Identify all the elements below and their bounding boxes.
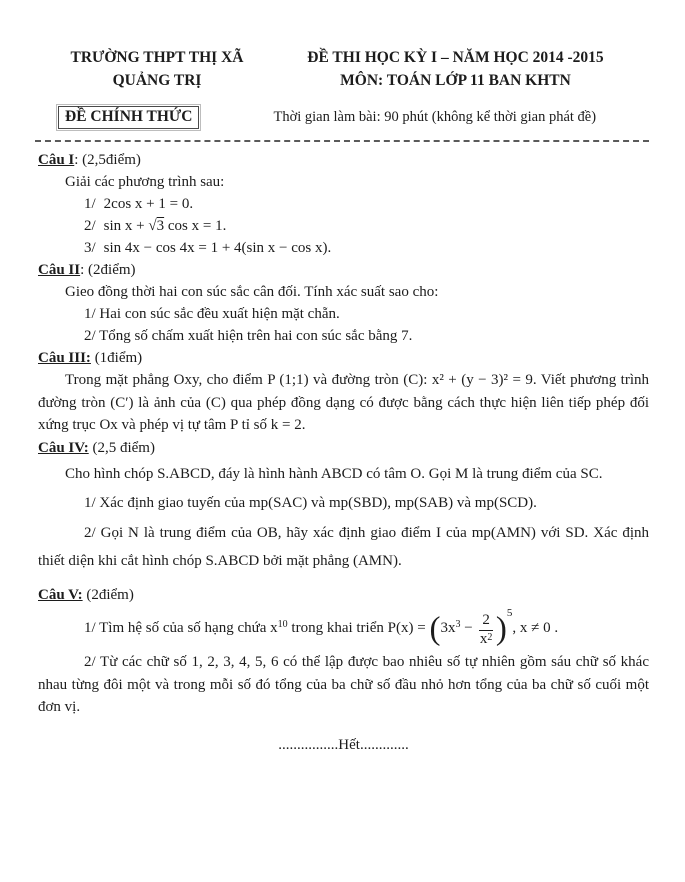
q1-item-2-expression-pre: sin x + √ [103,218,157,234]
question-1-title: Câu I [38,152,75,168]
q5-minus-sign: − [460,619,477,636]
question-3 [38,347,649,437]
question-4-intro: Cho hình chóp S.ABCD, đáy là hình hành ABCD có tâm O. Gọi M là trung điểm của SC. [65,465,603,482]
q1-item-1-expression: 2cos x + 1 = 0. [103,196,194,212]
q5-fraction-den-base: x [479,630,488,647]
school-name-line2: QUẢNG TRỊ [112,72,202,89]
official-stamp-box [58,106,199,129]
question-4-heading [38,437,649,459]
q5-term: 3x [440,619,456,636]
q1-item-3 [38,237,649,259]
question-2-heading [38,259,649,281]
question-2-points: : (2điểm) [80,262,136,278]
question-5-points: (2điểm) [82,586,134,603]
q1-item-2-number: 2/ [84,218,96,234]
question-3-points: (1điểm) [90,350,143,366]
question-1-heading [38,149,649,171]
question-1 [38,149,649,259]
q5-item-2: 2/ Từ các chữ số 1, 2, 3, 4, 5, 6 có thể lập được bao nhiêu số tự nhiên gồm sáu chữ số khác nhau từng đôi một và trong mỗi số đó tổng của ba chữ số đầu nhỏ hơn tổng của ba chữ số cuối một đơn vị. [38,654,649,716]
dashed-separator [35,140,649,142]
school-name-block [38,46,276,92]
q5-big-open-paren: ( [429,610,441,647]
q1-item-2-radicand: 3 [156,218,165,234]
q1-item-2 [38,215,649,237]
q1-item-1-number: 1/ [84,196,96,212]
exam-title-line2: MÔN: TOÁN LỚP 11 BAN KHTN [340,72,571,89]
q2-item-2: 2/ Tổng số chấm xuất hiện trên hai con súc sắc bằng 7. [84,328,413,344]
q5-big-close-paren: ) [495,610,507,647]
question-2-title: Câu II [38,262,81,278]
question-3-paragraph [38,369,649,437]
q5-fraction-den-exponent: 2 [487,631,493,643]
question-3-heading [38,347,649,369]
q4-item-1: 1/ Xác định giao tuyến của mp(SAC) và mp(SBD), mp(SAB) và mp(SCD). [84,494,537,511]
question-4 [38,437,649,576]
header-second-row [38,106,649,129]
q1-item-2-expression-post: cos x = 1. [164,218,227,234]
q5-fraction-denominator [479,631,493,648]
q5-exponent-5: 5 [506,606,513,619]
q5-item-1 [38,606,649,648]
question-3-title: Câu III: [38,350,91,366]
q5-item-1-text-mid: trong khai triển P(x) = [287,619,430,636]
q1-item-3-expression: sin 4x − cos 4x = 1 + 4(sin x − cos x). [103,240,332,256]
question-4-points: (2,5 điểm) [88,439,155,456]
q1-item-3-number: 3/ [84,240,96,256]
question-2 [38,259,649,347]
duration-note: Thời gian làm bài: 90 phút (không kể thời gian phát đề) [273,109,597,125]
exam-title-block [276,46,649,92]
q2-item-1: 1/ Hai con súc sắc đều xuất hiện mặt chẵn. [84,306,340,322]
q5-fraction-numerator: 2 [479,613,493,631]
q5-exponent-10: 10 [277,618,288,630]
question-5-title: Câu V: [38,586,83,603]
q5-item-1-text: 1/ Tìm hệ số của số hạng chứa x [84,619,278,636]
question-4-title: Câu IV: [38,439,89,456]
q3-text-part2: . Viết phương trình đường tròn (C′) là ảnh của (C) qua phép đồng dạng có được bằng cách thực hiện liên tiếp phép đối xứng trục Ox và phép vị tự tâm P tỉ số k = 2. [38,372,649,433]
question-5-heading [38,584,649,606]
question-2-intro: Gieo đồng thời hai con súc sắc cân đối. Tính xác suất sao cho: [65,284,439,300]
school-name-line1: TRƯỜNG THPT THỊ XÃ [70,49,244,66]
official-stamp-label: ĐỀ CHÍNH THỨC [65,108,193,125]
q3-circle-formula: (C): x² + (y − 3)² = 9 [403,372,533,388]
end-marker: ................Hết............. [278,736,409,753]
q3-text-part1: Trong mặt phẳng Oxy, cho điểm P (1;1) và đường tròn [65,372,404,388]
question-1-intro: Giải các phương trình sau: [65,174,225,190]
q4-item-2: 2/ Gọi N là trung điểm của OB, hãy xác định giao điểm I của mp(AMN) với SD. Xác định thiết diện khi cắt hình chóp S.ABCD bởi mặt phẳng (AMN). [38,524,649,569]
question-5 [38,584,649,719]
q5-exponent-3: 3 [455,618,461,630]
exam-title-line1: ĐỀ THI HỌC KỲ I – NĂM HỌC 2014 -2015 [307,49,604,66]
document-header [38,46,649,92]
q1-item-1 [38,193,649,215]
q5-fraction [479,613,493,648]
question-1-points: : (2,5điểm) [74,152,141,168]
q5-item-1-condition: , x ≠ 0 . [512,619,559,636]
